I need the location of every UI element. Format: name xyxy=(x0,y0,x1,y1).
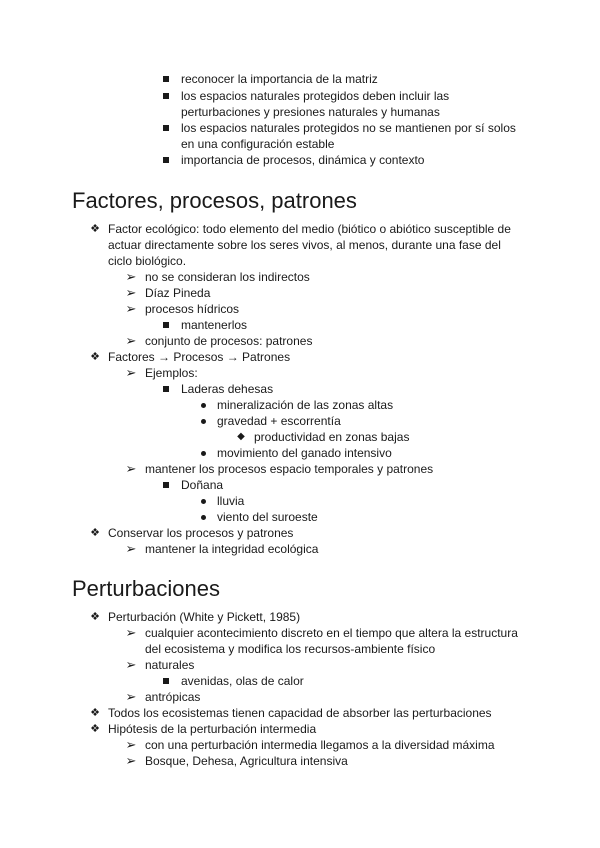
square-bullet-icon xyxy=(159,381,173,397)
arrow-bullet-icon: ➢ xyxy=(125,625,137,640)
square-bullet-icon xyxy=(159,88,173,104)
list-item-continuation: del ecosistema y modifica los recursos-ambiente físico xyxy=(145,642,436,656)
solid-diamond-bullet-icon: ◆ xyxy=(237,431,245,442)
section-heading-factores: Factores, procesos, patrones xyxy=(72,188,357,213)
list-item: mineralización de las zonas altas xyxy=(217,398,394,412)
list-item: conjunto de procesos: patrones xyxy=(145,334,313,348)
list-item: cualquier acontecimiento discreto en el tiempo que altera la estructura xyxy=(145,626,518,640)
dot-bullet-icon xyxy=(196,493,210,509)
dot-bullet-icon xyxy=(196,509,210,525)
square-bullet-icon xyxy=(159,477,173,493)
list-item: mantenerlos xyxy=(181,318,248,332)
list-item: gravedad + escorrentía xyxy=(217,414,341,428)
arrow-bullet-icon: ➢ xyxy=(125,657,137,672)
list-item: Ejemplos: xyxy=(145,366,198,380)
arrow-bullet-icon: ➢ xyxy=(125,541,137,556)
square-bullet-icon xyxy=(159,120,173,136)
list-item: lluvia xyxy=(217,494,245,508)
arrow-bullet-icon: ➢ xyxy=(125,753,137,768)
list-item: mantener la integridad ecológica xyxy=(145,542,319,556)
list-item: Todos los ecosistemas tienen capacidad de absorber las perturbaciones xyxy=(108,706,492,720)
list-item: naturales xyxy=(145,658,195,672)
list-item: reconocer la importancia de la matriz xyxy=(181,72,378,86)
list-item: avenidas, olas de calor xyxy=(181,674,304,688)
list-item: Hipótesis de la perturbación intermedia xyxy=(108,722,317,736)
list-item: Laderas dehesas xyxy=(181,382,274,396)
list-item: Díaz Pineda xyxy=(145,286,211,300)
diamond-bullet-icon: ❖ xyxy=(90,707,100,719)
arrow-bullet-icon: ➢ xyxy=(125,269,137,284)
list-item: no se consideran los indirectos xyxy=(145,270,310,284)
list-item: los espacios naturales protegidos no se mantienen por sí solos xyxy=(181,121,516,135)
dot-bullet-icon xyxy=(196,397,210,413)
list-item-continuation: ciclo biológico. xyxy=(108,254,187,268)
diamond-bullet-icon: ❖ xyxy=(90,223,100,235)
list-item-continuation: actuar directamente sobre los seres vivos, al menos, durante una fase del xyxy=(108,238,501,252)
arrow-bullet-icon: ➢ xyxy=(125,689,137,704)
list-item: productividad en zonas bajas xyxy=(254,430,410,444)
list-item: Factores → Procesos → Patrones xyxy=(108,350,291,364)
list-item: movimiento del ganado intensivo xyxy=(217,446,392,460)
list-item: Perturbación (White y Pickett, 1985) xyxy=(108,610,301,624)
square-bullet-icon xyxy=(159,152,173,168)
arrow-bullet-icon: ➢ xyxy=(125,285,137,300)
list-item: importancia de procesos, dinámica y contexto xyxy=(181,153,425,167)
list-item: con una perturbación intermedia llegamos a la diversidad máxima xyxy=(145,738,495,752)
square-bullet-icon xyxy=(159,71,173,87)
diamond-bullet-icon: ❖ xyxy=(90,723,100,735)
list-item: viento del suroeste xyxy=(217,510,318,524)
list-item: procesos hídricos xyxy=(145,302,240,316)
diamond-bullet-icon: ❖ xyxy=(90,351,100,363)
list-item-continuation: en una configuración estable xyxy=(181,137,335,151)
list-item: mantener los procesos espacio temporales y patrones xyxy=(145,462,434,476)
section-heading-perturbaciones: Perturbaciones xyxy=(72,576,220,601)
dot-bullet-icon xyxy=(196,445,210,461)
arrow-bullet-icon: ➢ xyxy=(125,301,137,316)
list-item: Conservar los procesos y patrones xyxy=(108,526,294,540)
list-item: antrópicas xyxy=(145,690,201,704)
arrow-bullet-icon: ➢ xyxy=(125,461,137,476)
arrow-bullet-icon: ➢ xyxy=(125,737,137,752)
arrow-bullet-icon: ➢ xyxy=(125,333,137,348)
list-item-continuation: perturbaciones y presiones naturales y humanas xyxy=(181,105,440,119)
square-bullet-icon xyxy=(159,673,173,689)
list-item: los espacios naturales protegidos deben incluir las xyxy=(181,89,450,103)
arrow-bullet-icon: ➢ xyxy=(125,365,137,380)
dot-bullet-icon xyxy=(196,413,210,429)
diamond-bullet-icon: ❖ xyxy=(90,611,100,623)
diamond-bullet-icon: ❖ xyxy=(90,527,100,539)
list-item: Doñana xyxy=(181,478,224,492)
list-item: Factor ecológico: todo elemento del medio (biótico o abiótico susceptible de xyxy=(108,222,511,236)
list-item: Bosque, Dehesa, Agricultura intensiva xyxy=(145,754,348,768)
square-bullet-icon xyxy=(159,317,173,333)
